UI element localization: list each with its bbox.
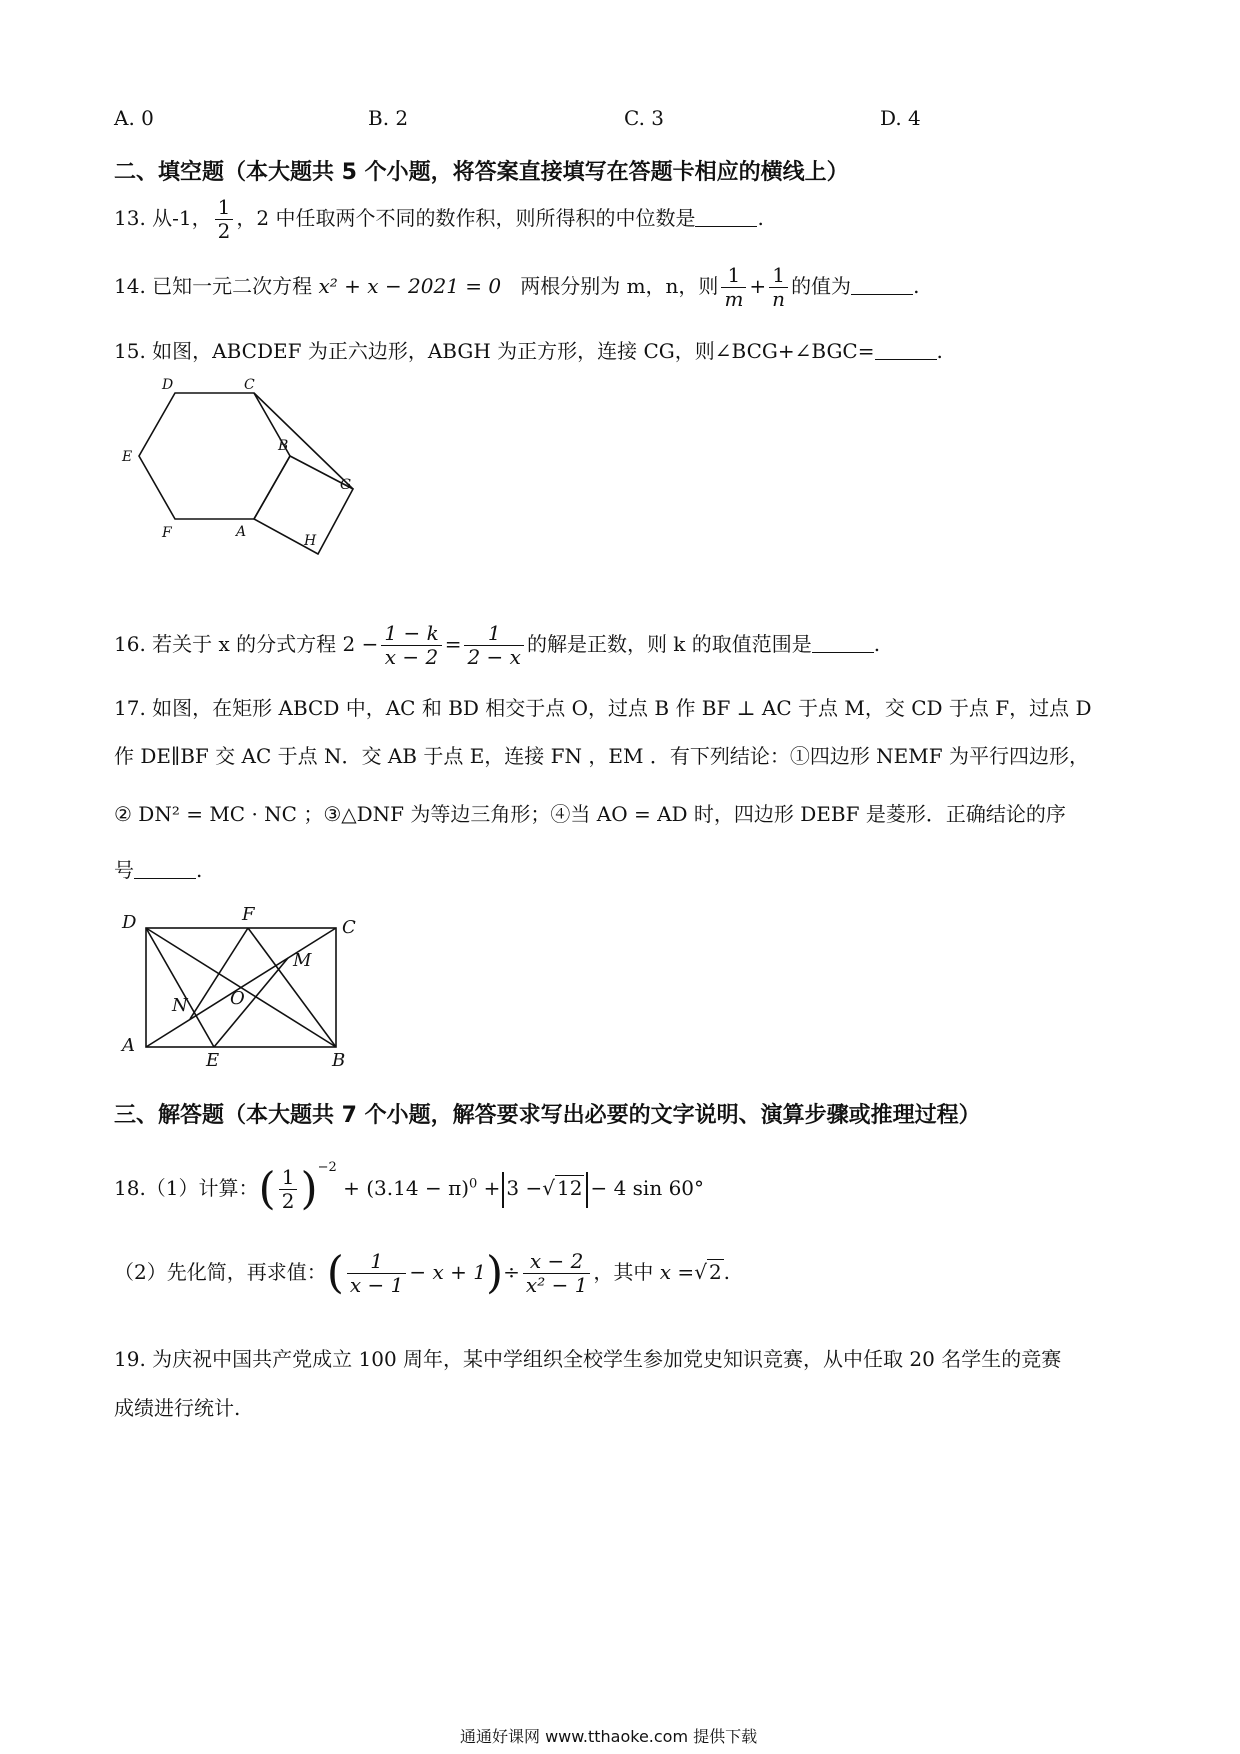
q18-2-div: ÷ bbox=[503, 1260, 520, 1284]
q18-1-tail: − 4 sin 60° bbox=[590, 1176, 705, 1200]
q16-f1-den: x − 2 bbox=[384, 645, 439, 669]
abs-bar-left bbox=[502, 1172, 504, 1208]
q16-f2-den: 2 − x bbox=[467, 645, 521, 669]
right-paren: ) bbox=[300, 1163, 318, 1215]
q13-text: ，2 中任取两个不同的数作积，则所得积的中位数是 bbox=[236, 206, 696, 230]
q18-2-mid: − x + 1 bbox=[409, 1260, 486, 1284]
q14-end: . bbox=[913, 274, 920, 298]
q14-f1-den: m bbox=[724, 287, 744, 311]
q14-text: 的值为 bbox=[791, 274, 852, 298]
label-c: C bbox=[342, 917, 356, 938]
q18-2-f1-den: x − 1 bbox=[349, 1273, 404, 1297]
label-b: B bbox=[278, 438, 289, 454]
label-b: B bbox=[332, 1050, 346, 1066]
label-c: C bbox=[244, 377, 255, 393]
q15-end: . bbox=[936, 339, 943, 363]
q19-line-1: 19. 为庆祝中国共产党成立 100 周年，某中学组织全校学生参加党史知识竞赛，从中任取 20 名学生的竞赛 bbox=[114, 1347, 1062, 1371]
hexagon-abcdef bbox=[139, 393, 290, 519]
q17-end: . bbox=[196, 858, 203, 882]
q16-f2-num: 1 bbox=[464, 622, 523, 646]
q18-1-prefix: 18.（1）计算： bbox=[114, 1176, 259, 1200]
label-h: H bbox=[304, 533, 317, 549]
answer-blank bbox=[875, 341, 937, 360]
label-f: F bbox=[242, 906, 255, 925]
q18-1-mid: + (3.14 − π) bbox=[343, 1176, 470, 1200]
label-d: D bbox=[162, 377, 174, 393]
q18-1-exp0: 0 bbox=[469, 1176, 478, 1192]
q18-1-abs-inner: 3 − bbox=[506, 1176, 543, 1200]
question-13 bbox=[114, 196, 764, 243]
q13-prefix: 13. 从-1， bbox=[114, 206, 212, 230]
section-2-heading: 二、填空题（本大题共 5 个小题，将答案直接填写在答题卡相应的横线上） bbox=[114, 160, 849, 185]
question-15 bbox=[114, 335, 943, 364]
q14-frac2 bbox=[769, 264, 788, 311]
q18-1-den: 2 bbox=[281, 1189, 295, 1213]
q14-mid: 两根分别为 m，n，则 bbox=[520, 274, 719, 298]
q16-two: 2 − bbox=[342, 632, 379, 656]
q16-eq: = bbox=[444, 632, 462, 656]
abs-bar-right bbox=[586, 1172, 588, 1208]
question-18-2: （2）先化简，再求值：( $\frac{1}{x - 1}$ − x + 1)÷ $\frac{x - 2}{\text{x² − 1}}$ ，其中 x =√ 2 . bbox=[114, 1247, 731, 1299]
q17-line-1: 17. 如图，在矩形 ABCD 中，AC 和 BD 相交于点 O，过点 B 作 BF ⊥ AC 于点 M，交 CD 于点 F，过点 D bbox=[114, 696, 1092, 720]
q13-fraction bbox=[215, 196, 234, 243]
q14-f1-num: 1 bbox=[721, 264, 746, 288]
section-3-heading: 三、解答题（本大题共 7 个小题，解答要求写出必要的文字说明、演算步骤或推理过程） bbox=[114, 1103, 981, 1128]
label-n: N bbox=[172, 995, 188, 1016]
q18-1-radicand: 12 bbox=[557, 1176, 583, 1200]
q18-2-text: ，其中 bbox=[593, 1260, 654, 1284]
q13-end: . bbox=[757, 206, 764, 230]
q16-prefix: 16. 若关于 x 的分式方程 bbox=[114, 632, 337, 656]
segment-de bbox=[146, 928, 214, 1047]
q19-line-2: 成绩进行统计. bbox=[114, 1396, 241, 1420]
answer-blank bbox=[812, 634, 874, 653]
label-d: D bbox=[122, 912, 137, 933]
q14-f2-den: n bbox=[772, 287, 786, 311]
q17-line-3: ② DN² = MC · NC ；③△DNF 为等边三角形；④当 AO = AD 时，四边形 DEBF 是菱形．正确结论的序 bbox=[114, 802, 1066, 826]
q13-num: 1 bbox=[215, 196, 234, 220]
q18-2-f2-num: x − 2 bbox=[523, 1250, 591, 1274]
q15-text: 15. 如图，ABCDEF 为正六边形，ABGH 为正方形，连接 CG，则∠BCG+∠BGC= bbox=[114, 339, 875, 363]
q17-line-2: 作 DE∥BF 交 AC 于点 N．交 AB 于点 E，连接 FN ，EM ．有下列结论：①四边形 NEMF 为平行四边形， bbox=[114, 744, 1089, 768]
option-d: D. 4 bbox=[880, 106, 921, 130]
q18-2-f2-den: x² − 1 bbox=[525, 1273, 588, 1297]
option-a: A. 0 bbox=[114, 106, 154, 130]
label-o: O bbox=[230, 988, 245, 1009]
q13-den: 2 bbox=[217, 219, 231, 243]
q18-1-plus: + bbox=[483, 1176, 501, 1200]
hexagon-square-figure bbox=[120, 375, 380, 555]
q17-hao: 号 bbox=[114, 858, 134, 882]
q14-plus: + bbox=[749, 274, 767, 298]
q14-frac1 bbox=[721, 264, 746, 311]
answer-blank bbox=[134, 860, 196, 879]
page-footer: 通通好课网 www.tthaoke.com 提供下载 bbox=[460, 1727, 758, 1746]
q18-2-frac2 bbox=[523, 1250, 591, 1297]
q16-frac2 bbox=[464, 622, 523, 669]
option-c: C. 3 bbox=[624, 106, 665, 130]
q14-f2-num: 1 bbox=[769, 264, 788, 288]
segment-em bbox=[214, 958, 288, 1047]
right-paren: ) bbox=[485, 1247, 504, 1299]
question-16 bbox=[114, 622, 880, 669]
q18-2-frac1 bbox=[347, 1250, 406, 1297]
segment-cg bbox=[254, 393, 353, 489]
answer-blank bbox=[695, 208, 757, 227]
answer-blank bbox=[851, 276, 913, 295]
label-m: M bbox=[293, 950, 312, 971]
q18-2-radicand: 2 bbox=[708, 1260, 722, 1284]
q18-1-num: 1 bbox=[279, 1166, 298, 1190]
segment-bf bbox=[248, 928, 336, 1047]
label-e: E bbox=[206, 1050, 220, 1066]
label-a: A bbox=[236, 524, 247, 540]
q16-frac1 bbox=[381, 622, 441, 669]
question-18-1: 18.（1）计算：( $\frac{1}{2}$ )$^{-2} + (3.14 - \pi)^0 + 3$ −√ 12 − 4 sin 60° bbox=[114, 1160, 705, 1215]
label-a: A bbox=[122, 1035, 135, 1056]
q14-equation: x² + x − 2021 = 0 bbox=[318, 274, 502, 298]
q18-1-exponent: −2 bbox=[317, 1160, 337, 1175]
question-14 bbox=[114, 264, 919, 311]
label-e: E bbox=[122, 449, 133, 465]
q18-2-end: . bbox=[723, 1260, 731, 1284]
q17-line-4 bbox=[114, 854, 202, 883]
q18-2-prefix: （2）先化简，再求值： bbox=[114, 1260, 327, 1284]
q18-2-x-eq: x = bbox=[659, 1260, 695, 1284]
q16-f1-num: 1 − k bbox=[381, 622, 441, 646]
label-f: F bbox=[162, 525, 172, 541]
q16-end: . bbox=[873, 632, 881, 656]
left-paren: ( bbox=[326, 1247, 344, 1299]
q18-2-f1-num: 1 bbox=[347, 1250, 406, 1274]
q14-prefix: 14. 已知一元二次方程 bbox=[114, 274, 313, 298]
option-b: B. 2 bbox=[368, 106, 409, 130]
rectangle-figure bbox=[118, 906, 368, 1066]
label-g: G bbox=[340, 477, 352, 493]
q16-text: 的解是正数，则 k 的取值范围是 bbox=[526, 632, 812, 656]
q18-1-frac bbox=[279, 1166, 298, 1213]
left-paren: ( bbox=[258, 1163, 276, 1215]
